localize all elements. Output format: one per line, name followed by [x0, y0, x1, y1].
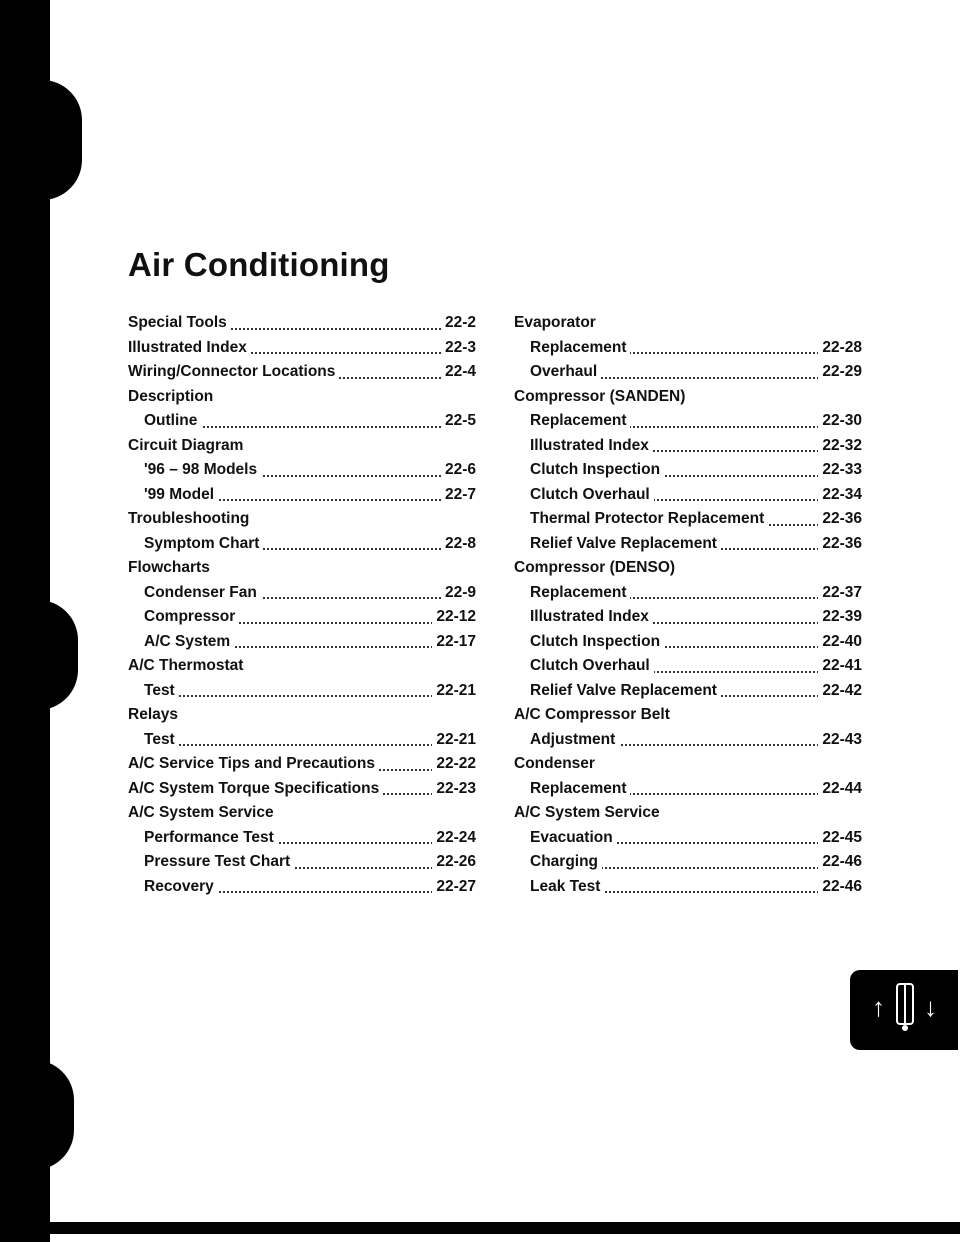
toc-entry-label: Performance Test: [144, 829, 278, 846]
toc-entry-label: Relays: [128, 706, 182, 723]
toc-entry-label: Recovery: [144, 878, 218, 895]
toc-entry-page: 22-37: [818, 581, 862, 606]
toc-entry-label: Thermal Protector Replacement: [530, 510, 768, 527]
toc-entry-page: 22-43: [818, 728, 862, 753]
toc-section-heading: [128, 434, 476, 459]
toc-entry[interactable]: [144, 875, 476, 900]
toc-entry-label: Clutch Overhaul: [530, 657, 654, 674]
toc-entry-label: Description: [128, 388, 217, 405]
toc-entry[interactable]: [530, 507, 862, 532]
toc-entry-page: 22-34: [818, 483, 862, 508]
toc-entry-page: 22-26: [432, 850, 476, 875]
toc-entry-label: '99 Model: [144, 486, 218, 503]
toc-entry-page: 22-29: [818, 360, 862, 385]
toc-entry-label: Clutch Inspection: [530, 461, 664, 478]
toc-section-heading: [514, 801, 862, 826]
toc-entry[interactable]: [530, 532, 862, 557]
toc-entry-page: 22-41: [818, 654, 862, 679]
toc-entry-page: 22-22: [432, 752, 476, 777]
toc-entry-page: 22-7: [441, 483, 476, 508]
toc-section-heading: [128, 385, 476, 410]
toc-entry-page: 22-42: [818, 679, 862, 704]
toc-entry-label: Test: [144, 731, 179, 748]
toc-entry-page: 22-32: [818, 434, 862, 459]
toc-entry-page: 22-40: [818, 630, 862, 655]
toc-entry-page: 22-36: [818, 507, 862, 532]
toc-entry-label: Illustrated Index: [128, 339, 251, 356]
toc-entry-label: A/C System Service: [128, 804, 278, 821]
toc-entry[interactable]: [530, 581, 862, 606]
toc-entry-page: 22-8: [441, 532, 476, 557]
toc-entry-label: Adjustment: [530, 731, 619, 748]
toc-entry[interactable]: [530, 409, 862, 434]
toc-entry-page: 22-12: [432, 605, 476, 630]
page-title: Air Conditioning: [128, 246, 390, 283]
toc-entry-label: Symptom Chart: [144, 535, 263, 552]
toc-entry-label: Evaporator: [514, 314, 600, 331]
toc-entry[interactable]: [128, 777, 476, 802]
toc-section-heading: [514, 703, 862, 728]
toc-entry-label: Replacement: [530, 412, 630, 429]
toc-entry-label: A/C System: [144, 633, 234, 650]
book-icon-graphic: [894, 982, 916, 1032]
toc-entry-page: 22-44: [818, 777, 862, 802]
toc-entry-page: 22-46: [818, 850, 862, 875]
toc-entry[interactable]: [144, 728, 476, 753]
toc-entry[interactable]: [530, 826, 862, 851]
toc-entry-label: Circuit Diagram: [128, 437, 247, 454]
toc-entry-label: Replacement: [530, 780, 630, 797]
toc-entry-page: 22-3: [441, 336, 476, 361]
toc-entry-label: A/C System Torque Specifications: [128, 780, 383, 797]
toc-entry-label: Compressor (DENSO): [514, 559, 679, 576]
toc-entry-page: 22-4: [441, 360, 476, 385]
toc-entry[interactable]: [144, 826, 476, 851]
bottom-rule: [50, 1222, 960, 1234]
toc-entry-page: 22-5: [441, 409, 476, 434]
toc-entry[interactable]: [144, 483, 476, 508]
toc-section-heading: [128, 507, 476, 532]
toc-entry-page: 22-46: [818, 875, 862, 900]
toc-entry[interactable]: [128, 336, 476, 361]
toc-entry[interactable]: [128, 311, 476, 336]
toc-entry-label: Outline: [144, 412, 201, 429]
toc-entry-label: Wiring/Connector Locations: [128, 363, 339, 380]
toc-entry-page: 22-36: [818, 532, 862, 557]
toc-entry-label: '96 – 98 Models: [144, 461, 261, 478]
toc-entry[interactable]: [530, 679, 862, 704]
toc-entry[interactable]: [144, 581, 476, 606]
toc-entry-label: Pressure Test Chart: [144, 853, 294, 870]
toc-entry-page: 22-17: [432, 630, 476, 655]
toc-entry-label: Compressor: [144, 608, 239, 625]
toc-entry[interactable]: [530, 728, 862, 753]
arrow-down-icon[interactable]: ↓: [924, 992, 937, 1022]
toc-entry-label: A/C System Service: [514, 804, 664, 821]
toc-entry[interactable]: [144, 850, 476, 875]
toc-section-heading: [514, 311, 862, 336]
toc-section-heading: [128, 801, 476, 826]
toc-entry-page: 22-28: [818, 336, 862, 361]
toc-entry[interactable]: [530, 483, 862, 508]
toc-right-column: [514, 311, 862, 899]
toc-entry[interactable]: [128, 752, 476, 777]
toc-entry-page: 22-23: [432, 777, 476, 802]
toc-entry[interactable]: [144, 630, 476, 655]
toc-entry-label: Condenser Fan: [144, 584, 261, 601]
toc-entry-label: Evacuation: [530, 829, 617, 846]
toc-entry[interactable]: [530, 434, 862, 459]
toc-entry-page: 22-27: [432, 875, 476, 900]
toc-entry-label: Clutch Inspection: [530, 633, 664, 650]
toc-entry-label: Illustrated Index: [530, 437, 653, 454]
binding-tab: [30, 1060, 74, 1170]
toc-section-heading: [128, 556, 476, 581]
toc-entry-label: A/C Thermostat: [128, 657, 247, 674]
toc-entry[interactable]: [144, 532, 476, 557]
toc-entry[interactable]: [530, 458, 862, 483]
binding-tab: [30, 80, 82, 200]
toc-entry-page: 22-6: [441, 458, 476, 483]
toc-entry[interactable]: [530, 336, 862, 361]
toc-entry[interactable]: [144, 458, 476, 483]
toc-section-heading: [128, 654, 476, 679]
toc-entry-label: Test: [144, 682, 179, 699]
nav-button-group[interactable]: [850, 970, 958, 1050]
toc-entry-label: A/C Service Tips and Precautions: [128, 755, 379, 772]
toc-entry-page: 22-30: [818, 409, 862, 434]
toc-entry-page: 22-21: [432, 728, 476, 753]
toc-entry-page: 22-24: [432, 826, 476, 851]
toc-left-column: [128, 311, 476, 899]
toc-entry-label: Illustrated Index: [530, 608, 653, 625]
toc-section-heading: [514, 556, 862, 581]
toc-entry-page: 22-33: [818, 458, 862, 483]
toc-section-heading: [128, 703, 476, 728]
toc-entry-page: 22-21: [432, 679, 476, 704]
toc-entry[interactable]: [530, 777, 862, 802]
toc-entry[interactable]: [530, 360, 862, 385]
toc-entry-label: A/C Compressor Belt: [514, 706, 674, 723]
dot-leader: [144, 695, 476, 697]
toc-entry[interactable]: [530, 630, 862, 655]
toc-entry-page: 22-45: [818, 826, 862, 851]
toc-entry-label: Relief Valve Replacement: [530, 682, 721, 699]
toc-entry[interactable]: [144, 605, 476, 630]
toc-entry[interactable]: [530, 654, 862, 679]
binding-tab: [30, 600, 78, 710]
toc-entry-page: 22-9: [441, 581, 476, 606]
toc-entry[interactable]: [530, 850, 862, 875]
toc-entry-label: Compressor (SANDEN): [514, 388, 689, 405]
toc-entry-label: Troubleshooting: [128, 510, 253, 527]
arrow-up-icon[interactable]: ↑: [872, 992, 885, 1022]
dot-leader: [144, 744, 476, 746]
toc-entry-label: Charging: [530, 853, 602, 870]
toc-entry-label: Relief Valve Replacement: [530, 535, 721, 552]
toc-entry-label: Clutch Overhaul: [530, 486, 654, 503]
toc-entry-label: Replacement: [530, 339, 630, 356]
toc-entry[interactable]: [530, 875, 862, 900]
toc-entry-label: Replacement: [530, 584, 630, 601]
book-icon[interactable]: [894, 982, 916, 1039]
toc-entry[interactable]: [530, 605, 862, 630]
toc-section-heading: [514, 385, 862, 410]
toc-entry-label: Overhaul: [530, 363, 601, 380]
toc-entry-label: Leak Test: [530, 878, 604, 895]
toc-entry-page: 22-2: [441, 311, 476, 336]
toc-entry-label: Special Tools: [128, 314, 231, 331]
toc-entry-page: 22-39: [818, 605, 862, 630]
toc-entry[interactable]: [128, 360, 476, 385]
toc-entry-label: Condenser: [514, 755, 599, 772]
toc-section-heading: [514, 752, 862, 777]
toc-entry-label: Flowcharts: [128, 559, 214, 576]
toc-entry[interactable]: [144, 409, 476, 434]
toc-entry[interactable]: [144, 679, 476, 704]
